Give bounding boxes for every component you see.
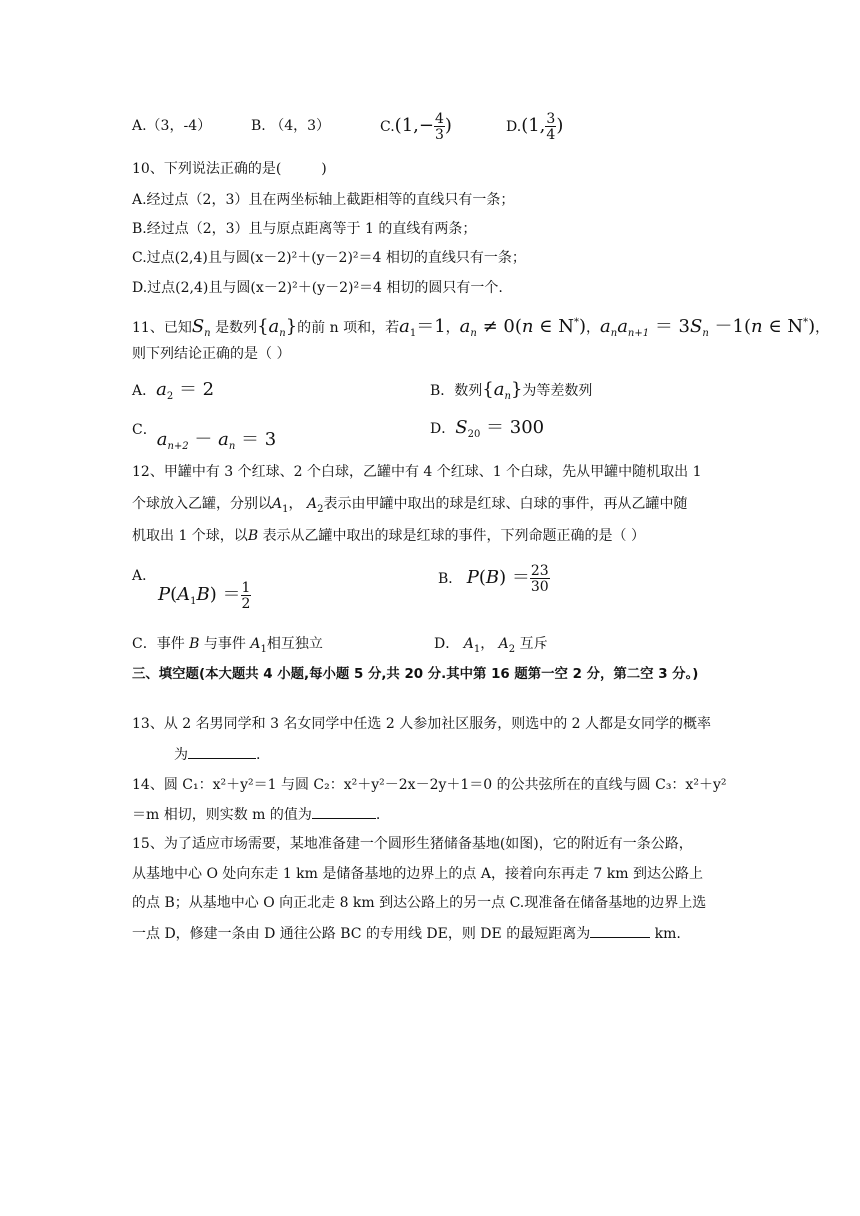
q13-line1: 13、从 2 名男同学和 3 名女同学中任选 2 人参加社区服务，则选中的 2 人都是女同学的概率: [132, 716, 712, 732]
q14-answer-blank[interactable]: [312, 804, 376, 819]
q9-d-fraction: $\frac{3}{4}$: [546, 111, 556, 143]
q13-answer-blank[interactable]: [188, 744, 256, 759]
q11-option-b: B．数列$\{a_n\}$为等差数列: [430, 379, 593, 402]
q12-a-fraction: $\frac{1}{2}$: [241, 580, 251, 612]
q12-option-d: D． $A_1$， $A_2$ 互斥: [434, 636, 548, 655]
q12-option-a: A．: [132, 568, 157, 584]
q15-line2: 从基地中心 O 处向东走 1 km 是储备基地的边界上的点 A，接着向东再走 7 km 到达公路上: [132, 866, 703, 882]
q12-line3: 机取出 1 个球，以B 表示从乙罐中取出的球是红球的事件，下列命题正确的是（ ）: [132, 528, 646, 544]
q12-option-a-formula: $P(A_1B)$ ＝ $\frac{1}{2}$: [158, 580, 251, 612]
section3-heading: 三、填空题(本大题共 4 小题,每小题 5 分,共 20 分.其中第 16 题第一空 2 分，第二空 3 分。): [132, 667, 699, 682]
q9-options: [132, 116, 211, 136]
q11-option-c: C．$a_{n+2} - a_n = 3$: [132, 422, 277, 452]
q12-option-c: C．事件 B 与事件 $A_1$相互独立: [132, 636, 323, 655]
q9-option-d: D.(1, $\frac{3}{4}$ ): [506, 111, 564, 143]
q15-line1: 15、为了适应市场需要，某地准备建一个圆形生猪储备基地(如图)，它的附近有一条公路，: [132, 836, 693, 852]
q10-option-b: B.经过点（2，3）且与原点距离等于 1 的直线有两条；: [132, 221, 477, 237]
q14-line2: ＝m 相切，则实数 m 的值为 .: [132, 804, 380, 825]
q11-option-d: D．$S_{20} = 300$: [430, 417, 545, 440]
q11-stem: 11、已知$S_n$ 是数列$\{a_n\}$的前 n 项和，若$a_1=1$，$a_n \ne 0(n$ ∈ N*)，$a_na_{n+1} = 3S_n -1(n$ ∈ N*)，: [132, 316, 830, 339]
q15-line4: 一点 D，修建一条由 D 通往公路 BC 的专用线 DE，则 DE 的最短距离为 km.: [132, 923, 681, 944]
q10-option-c: C.过点(2,4)且与圆(x－2)²＋(y－2)²＝4 相切的直线只有一条；: [132, 250, 526, 266]
q9-option-b: B. （4，3）: [251, 118, 331, 134]
q13-line2: 为 .: [174, 744, 260, 765]
q10-option-a: A.经过点（2，3）且在两坐标轴上截距相等的直线只有一条；: [132, 192, 515, 208]
q9-c-fraction: $\frac{4}{3}$: [434, 111, 444, 143]
q12-line2: 个球放入乙罐，分别以$A_1$， $A_2$表示由甲罐中取出的球是红球、白球的事件，再从乙罐中随: [132, 496, 688, 515]
q11-stem-line2: 则下列结论正确的是（ ）: [132, 346, 291, 362]
q15-line3: 的点 B；从基地中心 O 向正北走 8 km 到达公路上的另一点 C.现准备在储备基地的边界上选: [132, 895, 707, 911]
q10-stem: 10、下列说法正确的是( ): [132, 161, 327, 177]
q10-option-d: D.过点(2,4)且与圆(x－2)²＋(y－2)²＝4 相切的圆只有一个.: [132, 280, 503, 296]
q15-answer-blank[interactable]: [590, 923, 650, 938]
q11-option-a: A．$a_2 = 2$: [132, 379, 215, 402]
q14-line1: 14、圆 C₁：x²＋y²＝1 与圆 C₂：x²＋y²－2x－2y＋1＝0 的公共弦所在的直线与圆 C₃：x²＋y²: [132, 777, 727, 793]
q9-option-a: A.（3，-4）: [132, 118, 212, 134]
q9-option-c: C.(1,− $\frac{4}{3}$ ): [380, 111, 452, 143]
q12-line1: 12、甲罐中有 3 个红球、2 个白球，乙罐中有 4 个红球、1 个白球，先从甲罐中随机取出 1: [132, 464, 702, 480]
q12-option-b: B． P(B) ＝ $\frac{23}{30}$: [438, 563, 549, 595]
q12-b-fraction: $\frac{23}{30}$: [530, 563, 549, 595]
